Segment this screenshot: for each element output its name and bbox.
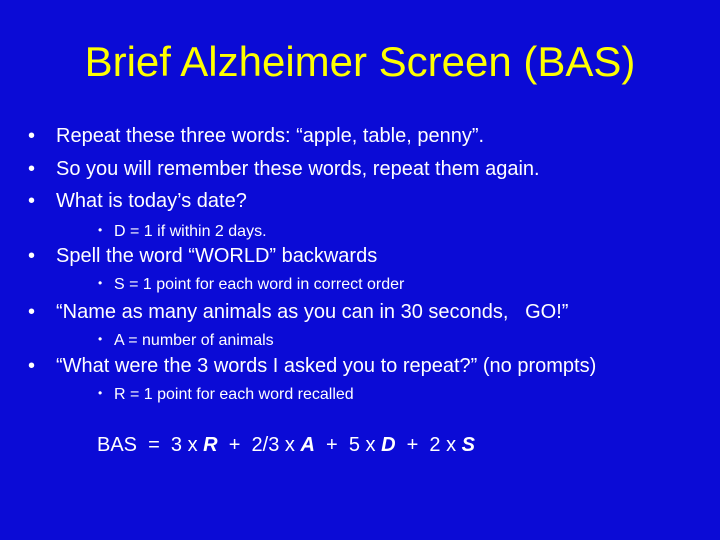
sub-bullet-text: R = 1 point for each word recalled [114, 386, 354, 403]
sub-bullet-item [98, 329, 274, 351]
bullet-icon: • [28, 158, 36, 180]
sub-bullet-item [98, 273, 404, 295]
sub-bullet-text: A = number of animals [114, 332, 274, 349]
sub-bullet-item [98, 383, 354, 405]
sub-bullet-text: D = 1 if within 2 days. [114, 223, 267, 240]
bullet-icon: • [28, 190, 36, 212]
formula-prefix: BAS = 3 x [97, 434, 204, 456]
formula-var-d: D [381, 434, 396, 456]
bullet-text: So you will remember these words, repeat them again. [56, 158, 540, 180]
bullet-icon: • [98, 223, 103, 237]
bas-formula [97, 432, 475, 458]
formula-var-a: A [300, 434, 315, 456]
bullet-icon: • [28, 125, 36, 147]
slide-title: Brief Alzheimer Screen (BAS) [84, 38, 636, 85]
bullet-icon: • [28, 301, 36, 323]
bullet-item [28, 300, 568, 324]
bullet-item [28, 124, 484, 148]
bullet-text: “Name as many animals as you can in 30 seconds, GO!” [56, 301, 569, 323]
bullet-text: Spell the word “WORLD” backwards [56, 245, 378, 267]
formula-var-s: S [461, 434, 476, 456]
bullet-icon: • [98, 386, 103, 400]
sub-bullet-text: S = 1 point for each word in correct order [114, 276, 405, 293]
bullet-text: “What were the 3 words I asked you to repeat?” (no prompts) [56, 355, 597, 377]
bullet-item [28, 157, 540, 181]
formula-var-r: R [203, 434, 218, 456]
bullet-icon: • [28, 355, 36, 377]
bullet-item [28, 354, 596, 378]
bullet-item [28, 244, 377, 268]
bullet-text: Repeat these three words: “apple, table, penny”. [56, 125, 485, 147]
formula-term: + 5 x [314, 434, 382, 456]
bullet-item [28, 189, 247, 213]
bullet-text: What is today’s date? [56, 190, 247, 212]
bullet-icon: • [28, 245, 36, 267]
sub-bullet-item [98, 220, 267, 242]
bullet-icon: • [98, 276, 103, 290]
formula-term: + 2 x [395, 434, 462, 456]
bullet-icon: • [98, 332, 103, 346]
formula-term: + 2/3 x [217, 434, 301, 456]
